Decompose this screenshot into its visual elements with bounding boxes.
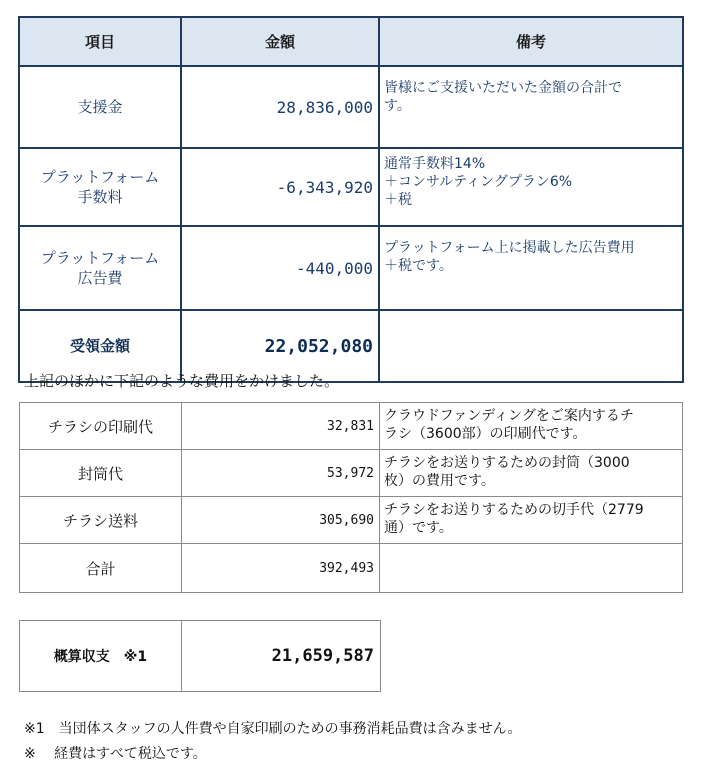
row-amount: 28,836,000 bbox=[181, 66, 379, 148]
summary-row bbox=[20, 621, 381, 692]
row-amount: -6,343,920 bbox=[181, 148, 379, 226]
footnote: ※ 経費はすべて税込です。 bbox=[24, 746, 207, 762]
table-row bbox=[20, 497, 683, 544]
table-row bbox=[20, 450, 683, 497]
row-note bbox=[379, 66, 683, 148]
total-note bbox=[379, 310, 683, 382]
table-row bbox=[20, 403, 683, 450]
expense-total-amount: 392,493 bbox=[182, 544, 380, 593]
income-table bbox=[18, 16, 684, 383]
summary-table bbox=[19, 620, 381, 692]
expense-table bbox=[19, 402, 683, 593]
table-row bbox=[19, 66, 683, 148]
expense-note bbox=[380, 403, 683, 450]
row-label-line: 広告費 bbox=[77, 269, 123, 287]
note-line: チラシをお送りするための切手代（2779 bbox=[384, 502, 644, 518]
expense-note bbox=[380, 497, 683, 544]
row-label-line: プラットフォーム bbox=[40, 168, 160, 186]
expense-label: 封筒代 bbox=[20, 450, 182, 497]
footnote: ※1 当団体スタッフの人件費や自家印刷のための事務消耗品費は含みません。 bbox=[24, 721, 522, 737]
note-line: クラウドファンディングをご案内するチ bbox=[384, 408, 634, 424]
note-line: 通常手数料14% bbox=[384, 156, 486, 172]
expense-total-row bbox=[20, 544, 683, 593]
summary-label: 概算収支 ※1 bbox=[20, 621, 182, 692]
table-row bbox=[19, 148, 683, 226]
row-label-line: 支援金 bbox=[77, 98, 123, 116]
total-label: 受領金額 bbox=[19, 310, 181, 382]
row-label-line: 手数料 bbox=[77, 188, 123, 206]
note-line: 皆様にご支援いただいた金額の合計で bbox=[384, 80, 622, 96]
note-line: 通）です。 bbox=[384, 520, 453, 536]
row-label bbox=[19, 148, 181, 226]
row-label bbox=[19, 226, 181, 310]
header-amount: 金額 bbox=[181, 17, 379, 66]
note-line: ラシ（3600部）の印刷代です。 bbox=[384, 426, 587, 442]
note-line: プラットフォーム上に掲載した広告費用 bbox=[384, 240, 635, 256]
table-row bbox=[19, 226, 683, 310]
expense-note bbox=[380, 450, 683, 497]
header-note: 備考 bbox=[379, 17, 683, 66]
note-line: ＋税です。 bbox=[384, 258, 453, 274]
row-note bbox=[379, 226, 683, 310]
note-line: チラシをお送りするための封筒（3000 bbox=[384, 455, 630, 471]
expense-amount: 32,831 bbox=[182, 403, 380, 450]
expense-total-note bbox=[380, 544, 683, 593]
expense-amount: 305,690 bbox=[182, 497, 380, 544]
note-line: ＋コンサルティングプラン6% bbox=[384, 174, 573, 190]
summary-value: 21,659,587 bbox=[182, 621, 381, 692]
note-line: す。 bbox=[384, 98, 411, 114]
expense-amount: 53,972 bbox=[182, 450, 380, 497]
header-item: 項目 bbox=[19, 17, 181, 66]
row-amount: -440,000 bbox=[181, 226, 379, 310]
note-line: ＋税 bbox=[384, 192, 412, 208]
row-label-line: プラットフォーム bbox=[40, 249, 160, 267]
row-note bbox=[379, 148, 683, 226]
total-amount: 22,052,080 bbox=[181, 310, 379, 382]
expense-label: チラシの印刷代 bbox=[20, 403, 182, 450]
row-label bbox=[19, 66, 181, 148]
expense-label: チラシ送料 bbox=[20, 497, 182, 544]
income-table-header bbox=[19, 17, 683, 66]
note-line: 枚）の費用です。 bbox=[384, 473, 495, 489]
intro-text: 上記のほかに下記のような費用をかけました。 bbox=[24, 372, 340, 390]
expense-total-label: 合計 bbox=[20, 544, 182, 593]
